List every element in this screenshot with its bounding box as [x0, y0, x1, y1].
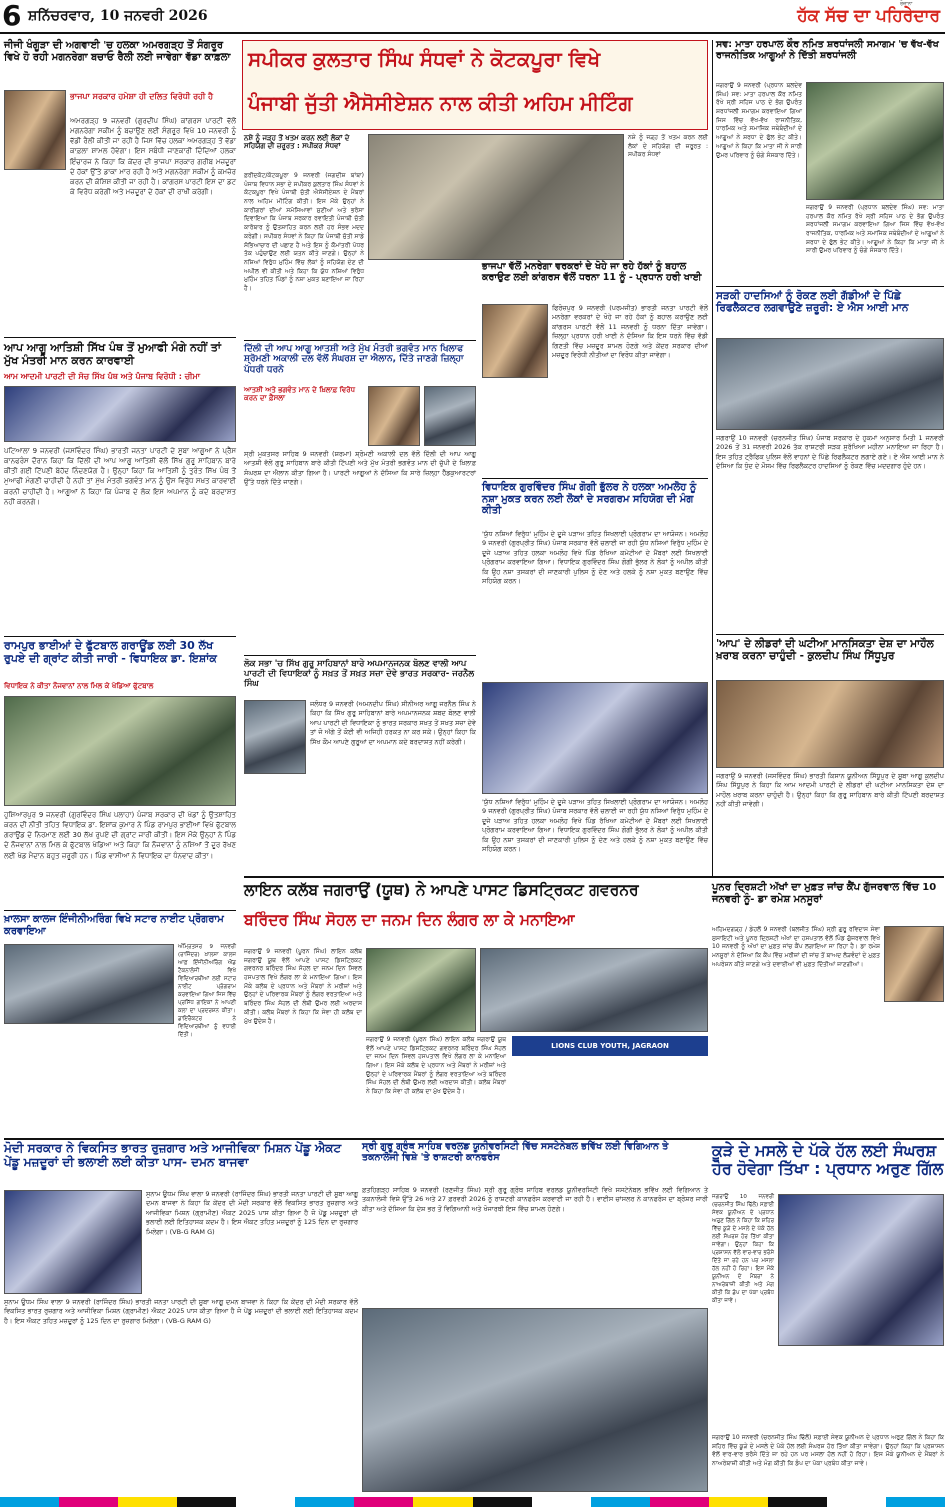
main-story-headline-line1: ਸਪੀਕਰ ਕੁਲਤਾਰ ਸਿੰਘ ਸੰਧਵਾਂ ਨੇ ਕੋਟਕਪੂਰਾ ਵਿਖੇ [248, 47, 601, 71]
protest-photo [778, 1194, 944, 1346]
aap-story-headline: ਆਪ ਆਗੂ ਆਤਿਸ਼ੀ ਸਿੱਖ ਪੰਥ ਤੋਂ ਮੁਆਫੀ ਮੰਗੇ ਨਹੀਂ ਤਾਂ ਮੁੱਖ ਮੰਤਰੀ ਮਾਨ ਕਰਨ ਕਾਰਵਾਈ [4, 341, 221, 367]
modi-story-body-cont-text: ਸੁਨਾਮ ਊਧਮ ਸਿੰਘ ਵਾਲਾ 9 ਜਨਵਰੀ (ਰਾਜਿੰਦਰ ਸਿੰਘ) ਭਾਰਤੀ ਜਨਤਾ ਪਾਰਟੀ ਦੀ ਸੂਬਾ ਆਗੂ ਦਮਨ ਬਾਜਵਾ ਨੇ ਕਿਹਾ ਕਿ ਕੇਂਦਰ ਦੀ ਮੋਦੀ ਸਰਕਾਰ ਵੱਲੋਂ ਵਿਕਸਿਤ ਭਾਰਤ ਰੁਜ਼ਗਾਰ ਅਤੇ ਆਜੀਵਿਕਾ ਮਿਸ਼ਨ (ਗ੍ਰਾਮੀਣ) ਐਕਟ 2025 ਪਾਸ ਕੀਤਾ ਗਿਆ ਹੈ ਜੋ ਪੇਂਡੂ ਮਜ਼ਦੂਰਾਂ ਦੀ ਭਲਾਈ ਲਈ ਇਤਿਹਾਸਕ ਕਦਮ ਹੈ। ਇਸ ਐਕਟ ਤਹਿਤ ਮਜ਼ਦੂਰਾਂ ਨੂੰ 125 ਦਿਨ ਦਾ ਰੁਜ਼ਗਾਰ ਮਿਲੇਗਾ। (VB-G RAM G) [4, 1298, 358, 1325]
dharna-story-body: ਸ੍ਰੀ ਮੁਕਤਸਰ ਸਾਹਿਬ 9 ਜਨਵਰੀ (ਸ਼ਰਮਾ) ਸ਼੍ਰੋਮਣੀ ਅਕਾਲੀ ਦਲ ਵੱਲੋਂ ਦਿੱਲੀ ਦੀ ਆਪ ਆਗੂ ਆਤਸ਼ੀ ਵੱਲੋਂ ਗੁਰੂ ਸਾਹਿਬਾਨ ਬਾਰੇ ਕੀਤੀ ਟਿੱਪਣੀ ਅਤੇ ਮੁੱਖ ਮੰਤਰੀ ਭਗਵੰਤ ਮਾਨ ਦੀ ਚੁੱਪੀ ਦੇ ਖ਼ਿਲਾਫ਼ ਸੰਘਰਸ਼ ਦਾ ਐਲਾਨ ਕੀਤਾ ਗਿਆ ਹੈ। ਪਾਰਟੀ ਆਗੂਆਂ ਨੇ ਦੱਸਿਆ ਕਿ ਸਾਰੇ ਜ਼ਿਲ੍ਹਾ ਹੈੱਡਕੁਆਰਟਰਾਂ ਉੱਤੇ ਧਰਨੇ ਦਿੱਤੇ ਜਾਣਗੇ। [244, 450, 476, 487]
lions-story-headline-line2: ਬਰਿੰਦਰ ਸਿੰਘ ਸੋਹਲ ਦਾ ਜਨਮ ਦਿਨ ਲੰਗਰ ਲਾ ਕੇ ਮਨਾਇਆ [244, 911, 575, 929]
shardhanjali-story-headline: ਸਵ: ਮਾਤਾ ਹਰਪਾਲ ਕੌਰ ਨਮਿਤ ਸ਼ਰਧਾਂਜਲੀ ਸਮਾਗਮ 'ਚ ਵੱਖ-ਵੱਖ ਰਾਜਨੀਤਿਕ ਆਗੂਆਂ ਨੇ ਦਿੱਤੀ ਸ਼ਰਧਾਂਜਲੀ [716, 39, 939, 61]
conference-photo [362, 1308, 708, 1492]
vidhayak-story-headline: ਵਿਧਾਇਕ ਗੁਰਵਿੰਦਰ ਸਿੰਘ ਗੋਗੀ ਭੁੱਲਰ ਨੇ ਹਲਕਾ ਅਮਲੋਹ ਨੂੰ ਨਸ਼ਾ ਮੁਕਤ ਕਰਨ ਲਈ ਲੋਕਾਂ ਦੇ ਸਰਗਰਮ ਸਹਿਯੋਗ ਦੀ ਮੰਗ ਕੀਤੀ [482, 482, 697, 516]
paper-name: ਹੱਕ ਸੱਚ ਦਾ ਪਹਿਰੇਦਾਰ [797, 6, 940, 26]
garbage-story-headline: ਕੂੜੇ ਦੇ ਮਸਲੇ ਦੇ ਪੱਕੇ ਹੱਲ ਲਈ ਸੰਘਰਸ਼ ਹੋਰ ਹੋਵੇਗਾ ਤਿੱਖਾ : ਪ੍ਰਧਾਨ ਅਰੁਣ ਗਿੱਲ [712, 1141, 944, 1179]
damman-bajwa-photo [4, 1190, 142, 1294]
loksabha-story-headline: ਲੋਕ ਸਭਾ 'ਚ ਸਿੱਖ ਗੁਰੂ ਸਾਹਿਬਾਨਾਂ ਬਾਰੇ ਅਪਮਾਨਜਨਕ ਬੋਲਣ ਵਾਲੀ ਆਪ ਪਾਰਟੀ ਦੀ ਵਿਧਾਇਕਾਂ ਨੂੰ ਸਖ਼ਤ ਤੋਂ ਸਖ਼ਤ ਸਜ਼ਾ ਦੇਵੇ ਭਾਰਤ ਸਰਕਾਰ- ਜਰਨੈਲ ਸਿੰਘ [244, 659, 475, 689]
vidhayak-story-body-cont [482, 798, 708, 872]
garbage-story-body-cont-text: ਜਗਰਾਉਂ 10 ਜਨਵਰੀ (ਚਰਨਜੀਤ ਸਿੰਘ ਢਿੱਲੋਂ) ਸਫ਼ਾਈ ਸੇਵਕ ਯੂਨੀਅਨ ਦੇ ਪ੍ਰਧਾਨ ਅਰੁਣ ਗਿੱਲ ਨੇ ਕਿਹਾ ਕਿ ਸ਼ਹਿਰ ਵਿੱਚ ਕੂੜੇ ਦੇ ਮਸਲੇ ਦੇ ਪੱਕੇ ਹੱਲ ਲਈ ਸੰਘਰਸ਼ ਹੋਰ ਤਿੱਖਾ ਕੀਤਾ ਜਾਵੇਗਾ। ਉਨ੍ਹਾਂ ਕਿਹਾ ਕਿ ਪ੍ਰਸ਼ਾਸਨ ਵੱਲੋਂ ਵਾਰ-ਵਾਰ ਭਰੋਸੇ ਦਿੱਤੇ ਜਾ ਰਹੇ ਹਨ ਪਰ ਮਸਲਾ ਹੱਲ ਨਹੀਂ ਹੋ ਰਿਹਾ। ਇਸ ਮੌਕੇ ਯੂਨੀਅਨ ਦੇ ਮੈਂਬਰਾਂ ਨੇ ਨਾਅਰੇਬਾਜ਼ੀ ਕੀਤੀ ਅਤੇ ਮੰਗ ਕੀਤੀ ਕਿ ਡੰਪ ਦਾ ਪੱਕਾ ਪ੍ਰਬੰਧ ਕੀਤਾ ਜਾਵੇ। [712, 1434, 944, 1468]
leader-photo-1 [368, 386, 420, 446]
aap-story-subhead: ਆਮ ਆਦਮੀ ਪਾਰਟੀ ਦੀ ਸੋਚ ਸਿੱਖ ਪੰਥ ਅਤੇ ਪੰਜਾਬ ਵਿਰੋਧੀ : ਚੀਮਾ [4, 372, 201, 381]
press-conference-photo [4, 386, 236, 442]
ad-story-body: ਅਮਰਗੜ੍ਹ 9 ਜਨਵਰੀ (ਗੁਰਦੀਪ ਸਿੰਘ) ਕਾਂਗਰਸ ਪਾਰਟੀ ਵੱਲੋਂ ਮਗਨਰੇਗਾ ਸਕੀਮ ਨੂੰ ਬਚਾਉਣ ਲਈ ਸੰਗਰੂਰ ਵਿਖੇ 10 ਜਨਵਰੀ ਨੂੰ ਵੱਡੀ ਰੈਲੀ ਕੀਤੀ ਜਾ ਰਹੀ ਹੈ ਜਿਸ ਵਿੱਚ ਹਲਕਾ ਅਮਰਗੜ੍ਹ ਤੋਂ ਵੱਡਾ ਕਾਫ਼ਲਾ ਸ਼ਾਮਲ ਹੋਵੇਗਾ। ਇਸ ਸਬੰਧੀ ਜਾਣਕਾਰੀ ਦਿੰਦਿਆਂ ਹਲਕਾ ਇੰਚਾਰਜ ਨੇ ਕਿਹਾ ਕਿ ਕੇਂਦਰ ਦੀ ਭਾਜਪਾ ਸਰਕਾਰ ਗਰੀਬ ਮਜ਼ਦੂਰਾਂ ਦੇ ਹੱਕਾਂ ਉੱਤੇ ਡਾਕਾ ਮਾਰ ਰਹੀ ਹੈ ਅਤੇ ਮਗਨਰੇਗਾ ਸਕੀਮ ਨੂੰ ਕਮਜ਼ੋਰ ਕਰਨ ਦੀ ਕੋਸ਼ਿਸ਼ ਕੀਤੀ ਜਾ ਰਹੀ ਹੈ। ਕਾਂਗਰਸ ਪਾਰਟੀ ਇਸ ਦਾ ਡਟ ਕੇ ਵਿਰੋਧ ਕਰੇਗੀ ਅਤੇ ਮਜ਼ਦੂਰਾਂ ਦੇ ਹੱਕਾਂ ਦੀ ਰਾਖੀ ਕਰੇਗੀ। [70, 117, 236, 196]
leader-photo-2 [424, 386, 476, 446]
football-photo [4, 696, 236, 806]
shardhanjali-story-body: ਜਗਰਾਉਂ 9 ਜਨਵਰੀ (ਪ੍ਰਧਾਨ ਬਲਦੇਵ ਸਿੰਘ) ਸਵ: ਮਾਤਾ ਹਰਪਾਲ ਕੌਰ ਨਮਿਤ ਰੱਖੇ ਸ੍ਰੀ ਸਹਿਜ ਪਾਠ ਦੇ ਭੋਗ ਉਪਰੰਤ ਸ਼ਰਧਾਂਜਲੀ ਸਮਾਗਮ ਕਰਵਾਇਆ ਗਿਆ ਜਿਸ ਵਿੱਚ ਵੱਖ-ਵੱਖ ਰਾਜਨੀਤਿਕ, ਧਾਰਮਿਕ ਅਤੇ ਸਮਾਜਿਕ ਜਥੇਬੰਦੀਆਂ ਦੇ ਆਗੂਆਂ ਨੇ ਸ਼ਰਧਾ ਦੇ ਫੁੱਲ ਭੇਟ ਕੀਤੇ। ਆਗੂਆਂ ਨੇ ਕਿਹਾ ਕਿ ਮਾਤਾ ਜੀ ਨੇ ਸਾਰੀ ਉਮਰ ਪਰਿਵਾਰ ਨੂੰ ਚੰਗੇ ਸੰਸਕਾਰ ਦਿੱਤੇ। [716, 82, 802, 159]
vidhayak-story-body-cont-text: 'ਯੁੱਧ ਨਸ਼ਿਆਂ ਵਿਰੁੱਧ' ਮੁਹਿੰਮ ਦੇ ਦੂਜੇ ਪੜਾਅ ਤਹਿਤ ਸਿਖਲਾਈ ਪ੍ਰੋਗਰਾਮ ਦਾ ਆਯੋਜਨ। ਅਮਲੋਹ 9 ਜਨਵਰੀ (ਗੁਰਪ੍ਰੀਤ ਸਿੰਘ) ਪੰਜਾਬ ਸਰਕਾਰ ਵੱਲੋਂ ਚਲਾਈ ਜਾ ਰਹੀ ਯੁੱਧ ਨਸ਼ਿਆਂ ਵਿਰੁੱਧ ਮੁਹਿੰਮ ਦੇ ਦੂਜੇ ਪੜਾਅ ਤਹਿਤ ਹਲਕਾ ਅਮਲੋਹ ਵਿਖੇ ਪਿੰਡ ਰੱਖਿਆ ਕਮੇਟੀਆਂ ਦੇ ਮੈਂਬਰਾਂ ਲਈ ਸਿਖਲਾਈ ਪ੍ਰੋਗਰਾਮ ਕਰਵਾਇਆ ਗਿਆ। ਵਿਧਾਇਕ ਗੁਰਵਿੰਦਰ ਸਿੰਘ ਗੋਗੀ ਭੁੱਲਰ ਨੇ ਲੋਕਾਂ ਨੂੰ ਅਪੀਲ ਕੀਤੀ ਕਿ ਉਹ ਨਸ਼ਾ ਤਸਕਰਾਂ ਦੀ ਜਾਣਕਾਰੀ ਪੁਲਿਸ ਨੂੰ ਦੇਣ ਅਤੇ ਹਲਕੇ ਨੂੰ ਨਸ਼ਾ ਮੁਕਤ ਬਣਾਉਣ ਵਿੱਚ ਸਹਿਯੋਗ ਕਰਨ। [482, 798, 708, 854]
divider [4, 337, 236, 338]
date-line: ਸ਼ਨਿੱਚਰਵਾਰ, 10 ਜਨਵਰੀ 2026 [28, 8, 208, 24]
road-story-body: ਜਗਰਾਉਂ 10 ਜਨਵਰੀ (ਚਰਨਜੀਤ ਸਿੰਘ) ਪੰਜਾਬ ਸਰਕਾਰ ਦੇ ਹੁਕਮਾਂ ਅਨੁਸਾਰ ਮਿਤੀ 1 ਜਨਵਰੀ 2026 ਤੋਂ 31 ਜਨਵਰੀ 2026 ਤੱਕ ਰਾਸ਼ਟਰੀ ਸੜਕ ਸੁਰੱਖਿਆ ਮਹੀਨਾ ਮਨਾਇਆ ਜਾ ਰਿਹਾ ਹੈ। ਇਸ ਤਹਿਤ ਟ੍ਰੈਫਿਕ ਪੁਲਿਸ ਵੱਲੋਂ ਵਾਹਨਾਂ ਦੇ ਪਿੱਛੇ ਰਿਫਲੈਕਟਰ ਲਗਾਏ ਗਏ। ਏ ਐਸ ਆਈ ਮਾਨ ਨੇ ਦੱਸਿਆ ਕਿ ਧੁੰਦ ਦੇ ਮੌਸਮ ਵਿੱਚ ਰਿਫਲੈਕਟਰ ਹਾਦਸਿਆਂ ਨੂੰ ਰੋਕਣ ਵਿੱਚ ਮਦਦਗਾਰ ਹੁੰਦੇ ਹਨ। [716, 434, 944, 471]
langar-photo-1 [366, 948, 476, 1032]
garbage-story-body: ਜਗਰਾਉਂ 10 ਜਨਵਰੀ (ਚਰਨਜੀਤ ਸਿੰਘ ਢਿੱਲੋਂ) ਸਫ਼ਾਈ ਸੇਵਕ ਯੂਨੀਅਨ ਦੇ ਪ੍ਰਧਾਨ ਅਰੁਣ ਗਿੱਲ ਨੇ ਕਿਹਾ ਕਿ ਸ਼ਹਿਰ ਵਿੱਚ ਕੂੜੇ ਦੇ ਮਸਲੇ ਦੇ ਪੱਕੇ ਹੱਲ ਲਈ ਸੰਘਰਸ਼ ਹੋਰ ਤਿੱਖਾ ਕੀਤਾ ਜਾਵੇਗਾ। ਉਨ੍ਹਾਂ ਕਿਹਾ ਕਿ ਪ੍ਰਸ਼ਾਸਨ ਵੱਲੋਂ ਵਾਰ-ਵਾਰ ਭਰੋਸੇ ਦਿੱਤੇ ਜਾ ਰਹੇ ਹਨ ਪਰ ਮਸਲਾ ਹੱਲ ਨਹੀਂ ਹੋ ਰਿਹਾ। ਇਸ ਮੌਕੇ ਯੂਨੀਅਨ ਦੇ ਮੈਂਬਰਾਂ ਨੇ ਨਾਅਰੇਬਾਜ਼ੀ ਕੀਤੀ ਅਤੇ ਮੰਗ ਕੀਤੀ ਕਿ ਡੰਪ ਦਾ ਪੱਕਾ ਪ੍ਰਬੰਧ ਕੀਤਾ ਜਾਵੇ। [712, 1194, 774, 1304]
kuldeep-photo [716, 680, 944, 768]
lions-story-body-cont [366, 1036, 506, 1136]
road-story-headline: ਸੜਕੀ ਹਾਦਸਿਆਂ ਨੂੰ ਰੋਕਣ ਲਈ ਗੱਡੀਆਂ ਦੇ ਪਿੱਛੇ ਰਿਫਲੈਕਟਰ ਲਗਵਾਉਣੇ ਜ਼ਰੂਰੀ: ਏ ਐਸ ਆਈ ਮਾਨ [716, 290, 909, 315]
eye-camp-body: ਅਹਿਮਦਗੜ੍ਹ / ਡੇਹਲੋਂ 9 ਜਨਵਰੀ (ਬਲਜੀਤ ਸਿੰਘ) ਸ੍ਰੀ ਗੁਰੂ ਰਵਿਦਾਸ ਸੇਵਾ ਸੁਸਾਇਟੀ ਅਤੇ ਪੂਨਰ ਦ੍ਰਿਸ਼ਟੀ ਅੱਖਾਂ ਦਾ ਹਸਪਤਾਲ ਵੱਲੋਂ ਪਿੰਡ ਗੁੱਜਰਵਾਲ ਵਿਖੇ 10 ਜਨਵਰੀ ਨੂੰ ਅੱਖਾਂ ਦਾ ਮੁਫ਼ਤ ਜਾਂਚ ਕੈਂਪ ਲਗਾਇਆ ਜਾ ਰਿਹਾ ਹੈ। ਡਾ ਰਮੇਸ਼ ਮਨਸੂਰਾਂ ਨੇ ਦੱਸਿਆ ਕਿ ਕੈਂਪ ਵਿੱਚ ਮਰੀਜ਼ਾਂ ਦੀ ਜਾਂਚ ਤੋਂ ਬਾਅਦ ਲੋੜਵੰਦਾਂ ਦੇ ਮੁਫ਼ਤ ਅਪਰੇਸ਼ਨ ਕੀਤੇ ਜਾਣਗੇ ਅਤੇ ਦਵਾਈਆਂ ਵੀ ਮੁਫ਼ਤ ਦਿੱਤੀਆਂ ਜਾਣਗੀਆਂ। [712, 926, 880, 968]
lions-story-body: ਜਗਰਾਉਂ 9 ਜਨਵਰੀ (ਪੂਰਨ ਸਿੰਘ) ਲਾਇਨ ਕਲੱਬ ਜਗਰਾਉਂ ਯੂਥ ਵੱਲੋਂ ਆਪਣੇ ਪਾਸਟ ਡਿਸਟ੍ਰਿਕਟ ਗਵਰਨਰ ਬਰਿੰਦਰ ਸਿੰਘ ਸੋਹਲ ਦਾ ਜਨਮ ਦਿਨ ਸਿਵਲ ਹਸਪਤਾਲ ਵਿਖੇ ਲੰਗਰ ਲਾ ਕੇ ਮਨਾਇਆ ਗਿਆ। ਇਸ ਮੌਕੇ ਕਲੱਬ ਦੇ ਪ੍ਰਧਾਨ ਅਤੇ ਮੈਂਬਰਾਂ ਨੇ ਮਰੀਜ਼ਾਂ ਅਤੇ ਉਨ੍ਹਾਂ ਦੇ ਪਰਿਵਾਰਕ ਮੈਂਬਰਾਂ ਨੂੰ ਲੰਗਰ ਵਰਤਾਇਆ ਅਤੇ ਬਰਿੰਦਰ ਸਿੰਘ ਸੋਹਲ ਦੀ ਲੰਬੀ ਉਮਰ ਲਈ ਅਰਦਾਸ ਕੀਤੀ। ਕਲੱਬ ਮੈਂਬਰਾਂ ਨੇ ਕਿਹਾ ਕਿ ਸੇਵਾ ਹੀ ਕਲੱਬ ਦਾ ਮੁੱਖ ਉਦੇਸ਼ ਹੈ। [244, 948, 362, 1025]
main-story-headline-line2: ਪੰਜਾਬੀ ਜੁੱਤੀ ਐਸੋਸੀਏਸ਼ਨ ਨਾਲ ਕੀਤੀ ਅਹਿਮ ਮੀਟਿੰਗ [248, 91, 633, 115]
shardhanjali-photo [806, 82, 944, 200]
ad-story-subhead: ਭਾਜਪਾ ਸਰਕਾਰ ਹਮੇਸ਼ਾ ਹੀ ਦਲਿਤ ਵਿਰੋਧੀ ਰਹੀ ਹੈ [70, 92, 214, 101]
award-photo [4, 944, 174, 1024]
column-divider [712, 40, 713, 876]
vidhayak-story-body: 'ਯੁੱਧ ਨਸ਼ਿਆਂ ਵਿਰੁੱਧ' ਮੁਹਿੰਮ ਦੇ ਦੂਜੇ ਪੜਾਅ ਤਹਿਤ ਸਿਖਲਾਈ ਪ੍ਰੋਗਰਾਮ ਦਾ ਆਯੋਜਨ। ਅਮਲੋਹ 9 ਜਨਵਰੀ (ਗੁਰਪ੍ਰੀਤ ਸਿੰਘ) ਪੰਜਾਬ ਸਰਕਾਰ ਵੱਲੋਂ ਚਲਾਈ ਜਾ ਰਹੀ ਯੁੱਧ ਨਸ਼ਿਆਂ ਵਿਰੁੱਧ ਮੁਹਿੰਮ ਦੇ ਦੂਜੇ ਪੜਾਅ ਤਹਿਤ ਹਲਕਾ ਅਮਲੋਹ ਵਿਖੇ ਪਿੰਡ ਰੱਖਿਆ ਕਮੇਟੀਆਂ ਦੇ ਮੈਂਬਰਾਂ ਲਈ ਸਿਖਲਾਈ ਪ੍ਰੋਗਰਾਮ ਕਰਵਾਇਆ ਗਿਆ। ਵਿਧਾਇਕ ਗੁਰਵਿੰਦਰ ਸਿੰਘ ਗੋਗੀ ਭੁੱਲਰ ਨੇ ਲੋਕਾਂ ਨੂੰ ਅਪੀਲ ਕੀਤੀ ਕਿ ਉਹ ਨਸ਼ਾ ਤਸਕਰਾਂ ਦੀ ਜਾਣਕਾਰੀ ਪੁਲਿਸ ਨੂੰ ਦੇਣ ਅਤੇ ਹਲਕੇ ਨੂੰ ਨਸ਼ਾ ਮੁਕਤ ਬਣਾਉਣ ਵਿੱਚ ਸਹਿਯੋਗ ਕਰਨ। [482, 530, 708, 586]
lions-story-headline-line1: ਲਾਇਨ ਕਲੱਬ ਜਗਰਾਉਂ (ਯੂਥ) ਨੇ ਆਪਣੇ ਪਾਸਟ ਡਿਸਟ੍ਰਿਕਟ ਗਵਰਨਰ [244, 881, 639, 899]
khalsa-story-headline: ਖ਼ਾਲਸਾ ਕਾਲਜ ਇੰਜੀਨੀਅਰਿੰਗ ਵਿਖੇ ਸਟਾਰ ਨਾਈਟ ਪ੍ਰੋਗਰਾਮ ਕਰਵਾਇਆ [4, 914, 224, 937]
divider [244, 340, 476, 341]
divider [244, 655, 476, 656]
shardhanjali-story-body-cont [806, 204, 944, 282]
divider [244, 876, 944, 878]
university-story-body: ਫ਼ਤਹਿਗੜ੍ਹ ਸਾਹਿਬ 9 ਜਨਵਰੀ (ਰਣਜੀਤ ਸਿੰਘ) ਸ੍ਰੀ ਗੁਰੂ ਗ੍ਰੰਥ ਸਾਹਿਬ ਵਰਲਡ ਯੂਨੀਵਰਸਿਟੀ ਵਿਖੇ ਸਸਟੇਨੇਬਲ ਭਵਿੱਖ ਲਈ ਵਿਗਿਆਨ ਤੇ ਤਕਨਾਲੋਜੀ ਵਿਸ਼ੇ ਉੱਤੇ 26 ਅਤੇ 27 ਫ਼ਰਵਰੀ 2026 ਨੂੰ ਰਾਸ਼ਟਰੀ ਕਾਨਫਰੰਸ ਕਰਵਾਈ ਜਾ ਰਹੀ ਹੈ। ਵਾਈਸ ਚਾਂਸਲਰ ਨੇ ਕਾਨਫਰੰਸ ਦਾ ਬ੍ਰੋਸ਼ਰ ਜਾਰੀ ਕੀਤਾ ਅਤੇ ਦੱਸਿਆ ਕਿ ਦੇਸ਼ ਭਰ ਤੋਂ ਵਿਗਿਆਨੀ ਅਤੇ ਖੋਜਾਰਥੀ ਇਸ ਵਿੱਚ ਸ਼ਾਮਲ ਹੋਣਗੇ। [362, 1186, 708, 1213]
divider [4, 910, 236, 911]
divider [716, 286, 944, 287]
modi-story-body: ਸੁਨਾਮ ਊਧਮ ਸਿੰਘ ਵਾਲਾ 9 ਜਨਵਰੀ (ਰਾਜਿੰਦਰ ਸਿੰਘ) ਭਾਰਤੀ ਜਨਤਾ ਪਾਰਟੀ ਦੀ ਸੂਬਾ ਆਗੂ ਦਮਨ ਬਾਜਵਾ ਨੇ ਕਿਹਾ ਕਿ ਕੇਂਦਰ ਦੀ ਮੋਦੀ ਸਰਕਾਰ ਵੱਲੋਂ ਵਿਕਸਿਤ ਭਾਰਤ ਰੁਜ਼ਗਾਰ ਅਤੇ ਆਜੀਵਿਕਾ ਮਿਸ਼ਨ (ਗ੍ਰਾਮੀਣ) ਐਕਟ 2025 ਪਾਸ ਕੀਤਾ ਗਿਆ ਹੈ ਜੋ ਪੇਂਡੂ ਮਜ਼ਦੂਰਾਂ ਦੀ ਭਲਾਈ ਲਈ ਇਤਿਹਾਸਕ ਕਦਮ ਹੈ। ਇਸ ਐਕਟ ਤਹਿਤ ਮਜ਼ਦੂਰਾਂ ਨੂੰ 125 ਦਿਨ ਦਾ ਰੁਜ਼ਗਾਰ ਮਿਲੇਗਾ। (VB-G RAM G) [146, 1190, 358, 1236]
meeting-photo [368, 134, 624, 260]
garbage-story-body-cont [712, 1434, 944, 1492]
eye-camp-headline: ਪੂਨਰ ਦ੍ਰਿਸ਼ਟੀ ਅੱਖਾਂ ਦਾ ਮੁਫ਼ਤ ਜਾਂਚ ਕੈਂਪ ਗੁੱਜਰਵਾਲ ਵਿੱਚ 10 ਜਨਵਰੀ ਨੂੰ- ਡਾ ਰਮੇਸ਼ ਮਨਸੂਰਾਂ [712, 882, 937, 905]
football-story-body: ਹੁਸ਼ਿਆਰਪੁਰ 9 ਜਨਵਰੀ (ਗੁਰਵਿੰਦਰ ਸਿੰਘ ਪਲਾਹਾ) ਪੰਜਾਬ ਸਰਕਾਰ ਦੀ ਖੇਡਾਂ ਨੂੰ ਉਤਸ਼ਾਹਿਤ ਕਰਨ ਦੀ ਨੀਤੀ ਤਹਿਤ ਵਿਧਾਇਕ ਡਾ. ਇਸ਼ਾਂਕ ਕੁਮਾਰ ਨੇ ਪਿੰਡ ਰਾਮਪੁਰ ਭਾਈਆਂ ਵਿਖੇ ਫੁੱਟਬਾਲ ਗਰਾਊਂਡ ਦੇ ਨਿਰਮਾਣ ਲਈ 30 ਲੱਖ ਰੁਪਏ ਦੀ ਗ੍ਰਾਂਟ ਜਾਰੀ ਕੀਤੀ। ਇਸ ਮੌਕੇ ਉਨ੍ਹਾਂ ਨੇ ਪਿੰਡ ਦੇ ਨੌਜਵਾਨਾਂ ਨਾਲ ਮਿਲ ਕੇ ਫੁੱਟਬਾਲ ਖੇਡਿਆ ਅਤੇ ਕਿਹਾ ਕਿ ਨੌਜਵਾਨਾਂ ਨੂੰ ਨਸ਼ਿਆਂ ਤੋਂ ਦੂਰ ਰੱਖਣ ਲਈ ਖੇਡ ਮੈਦਾਨ ਬਹੁਤ ਜ਼ਰੂਰੀ ਹਨ। ਪਿੰਡ ਵਾਸੀਆਂ ਨੇ ਵਿਧਾਇਕ ਦਾ ਧੰਨਵਾਦ ਕੀਤਾ। [4, 811, 236, 860]
hari-khai-photo [482, 304, 548, 378]
loksabha-story-body: ਜਲੰਧਰ 9 ਜਨਵਰੀ (ਅਮਨਦੀਪ ਸਿੰਘ) ਸੀਨੀਅਰ ਆਗੂ ਜਰਨੈਲ ਸਿੰਘ ਨੇ ਕਿਹਾ ਕਿ ਸਿੱਖ ਗੁਰੂ ਸਾਹਿਬਾਨਾਂ ਬਾਰੇ ਅਪਮਾਨਜਨਕ ਸ਼ਬਦ ਬੋਲਣ ਵਾਲੀ ਆਪ ਪਾਰਟੀ ਦੀ ਵਿਧਾਇਕਾ ਨੂੰ ਭਾਰਤ ਸਰਕਾਰ ਸਖ਼ਤ ਤੋਂ ਸਖ਼ਤ ਸਜ਼ਾ ਦੇਵੇ ਤਾਂ ਜੋ ਅੱਗੇ ਤੋਂ ਕੋਈ ਵੀ ਅਜਿਹੀ ਹਰਕਤ ਨਾ ਕਰ ਸਕੇ। ਉਨ੍ਹਾਂ ਕਿਹਾ ਕਿ ਸਿੱਖ ਕੌਮ ਆਪਣੇ ਗੁਰੂਆਂ ਦਾ ਅਪਮਾਨ ਕਦੇ ਬਰਦਾਸ਼ਤ ਨਹੀਂ ਕਰੇਗੀ। [310, 700, 476, 746]
divider [4, 636, 236, 637]
portrait-photo [4, 90, 66, 170]
modi-story-headline: ਮੋਦੀ ਸਰਕਾਰ ਨੇ ਵਿਕਸਿਤ ਭਾਰਤ ਰੁਜ਼ਗਾਰ ਅਤੇ ਆਜੀਵਿਕਾ ਮਿਸ਼ਨ ਪੇਂਡੂ ਐਕਟ ਪੇਂਡੂ ਮਜ਼ਦੂਰਾਂ ਦੀ ਭਲਾਈ ਲਈ ਕੀਤਾ ਪਾਸ- ਦਮਨ ਬਾਜਵਾ [4, 1141, 342, 1169]
reflector-photo [716, 338, 944, 430]
lions-story-body-cont-text: ਜਗਰਾਉਂ 9 ਜਨਵਰੀ (ਪੂਰਨ ਸਿੰਘ) ਲਾਇਨ ਕਲੱਬ ਜਗਰਾਉਂ ਯੂਥ ਵੱਲੋਂ ਆਪਣੇ ਪਾਸਟ ਡਿਸਟ੍ਰਿਕਟ ਗਵਰਨਰ ਬਰਿੰਦਰ ਸਿੰਘ ਸੋਹਲ ਦਾ ਜਨਮ ਦਿਨ ਸਿਵਲ ਹਸਪਤਾਲ ਵਿਖੇ ਲੰਗਰ ਲਾ ਕੇ ਮਨਾਇਆ ਗਿਆ। ਇਸ ਮੌਕੇ ਕਲੱਬ ਦੇ ਪ੍ਰਧਾਨ ਅਤੇ ਮੈਂਬਰਾਂ ਨੇ ਮਰੀਜ਼ਾਂ ਅਤੇ ਉਨ੍ਹਾਂ ਦੇ ਪਰਿਵਾਰਕ ਮੈਂਬਰਾਂ ਨੂੰ ਲੰਗਰ ਵਰਤਾਇਆ ਅਤੇ ਬਰਿੰਦਰ ਸਿੰਘ ਸੋਹਲ ਦੀ ਲੰਬੀ ਉਮਰ ਲਈ ਅਰਦਾਸ ਕੀਤੀ। ਕਲੱਬ ਮੈਂਬਰਾਂ ਨੇ ਕਿਹਾ ਕਿ ਸੇਵਾ ਹੀ ਕਲੱਬ ਦਾ ਮੁੱਖ ਉਦੇਸ਼ ਹੈ। [366, 1036, 506, 1096]
khalsa-story-body: ਅੰਮ੍ਰਿਤਸਰ 9 ਜਨਵਰੀ (ਰਾਜਿੰਦਰ) ਖ਼ਾਲਸਾ ਕਾਲਜ ਆਫ਼ ਇੰਜੀਨੀਅਰਿੰਗ ਐਂਡ ਟੈਕਨਾਲੋਜੀ ਵਿਖੇ ਵਿਦਿਆਰਥੀਆਂ ਲਈ ਸਟਾਰ ਨਾਈਟ ਪ੍ਰੋਗਰਾਮ ਕਰਵਾਇਆ ਗਿਆ ਜਿਸ ਵਿੱਚ ਪ੍ਰਸਿੱਧ ਗਾਇਕਾਂ ਨੇ ਆਪਣੀ ਕਲਾ ਦਾ ਪ੍ਰਦਰਸ਼ਨ ਕੀਤਾ। ਡਾਇਰੈਕਟਰ ਨੇ ਵਿਦਿਆਰਥੀਆਂ ਨੂੰ ਵਧਾਈ ਦਿੱਤੀ। [178, 944, 236, 1038]
divider [4, 1138, 944, 1140]
page-number: 6 [2, 0, 22, 32]
manrega-story-headline: ਭਾਜਪਾ ਵੱਲੋਂ ਮਨਰੇਗਾ ਵਰਕਰਾਂ ਦੇ ਖੋਹੇ ਜਾ ਰਹੇ ਹੱਕਾਂ ਨੂੰ ਬਹਾਲ ਕਰਾਉਣ ਲਈ ਕਾਂਗਰਸ ਵੱਲੋਂ ਧਰਨਾ 11 ਨੂੰ - ਪ੍ਰਧਾਨ ਹਰੀ ਖਾਈ [482, 261, 702, 283]
paper-small-label: ਰੋਜ਼ਾਨਾ [900, 1, 913, 7]
masthead [0, 0, 945, 34]
ad-story-headline: ਜੀਜੀ ਖੰਗੂੜਾ ਦੀ ਅਗਵਾਈ 'ਚ ਹਲਕਾ ਅਮਰਗੜ੍ਹ ਤੋਂ ਸੰਗਰੂਰ ਵਿਖੇ ਹੋ ਰਹੀ ਮਗਨਰੇਗਾ ਬਚਾਓ ਰੈਲੀ ਲਈ ਜਾਵੇਗਾ ਵੱਡਾ ਕਾਫ਼ਲਾ [4, 40, 231, 63]
shardhanjali-story-body-cont-text: ਜਗਰਾਉਂ 9 ਜਨਵਰੀ (ਪ੍ਰਧਾਨ ਬਲਦੇਵ ਸਿੰਘ) ਸਵ: ਮਾਤਾ ਹਰਪਾਲ ਕੌਰ ਨਮਿਤ ਰੱਖੇ ਸ੍ਰੀ ਸਹਿਜ ਪਾਠ ਦੇ ਭੋਗ ਉਪਰੰਤ ਸ਼ਰਧਾਂਜਲੀ ਸਮਾਗਮ ਕਰਵਾਇਆ ਗਿਆ ਜਿਸ ਵਿੱਚ ਵੱਖ-ਵੱਖ ਰਾਜਨੀਤਿਕ, ਧਾਰਮਿਕ ਅਤੇ ਸਮਾਜਿਕ ਜਥੇਬੰਦੀਆਂ ਦੇ ਆਗੂਆਂ ਨੇ ਸ਼ਰਧਾ ਦੇ ਫੁੱਲ ਭੇਟ ਕੀਤੇ। ਆਗੂਆਂ ਨੇ ਕਿਹਾ ਕਿ ਮਾਤਾ ਜੀ ਨੇ ਸਾਰੀ ਉਮਰ ਪਰਿਵਾਰ ਨੂੰ ਚੰਗੇ ਸੰਸਕਾਰ ਦਿੱਤੇ। [806, 204, 944, 255]
university-story-headline: ਸ੍ਰੀ ਗੁਰੂ ਗ੍ਰੰਥ ਸਾਹਿਬ ਵਰਲਡ ਯੂਨੀਵਰਸਿਟੀ ਵਿੱਚ ਸਸਟੇਨੇਬਲ ਭਵਿੱਖ ਲਈ ਵਿਗਿਆਨ ਤੇ ਤਕਨਾਲੋਜੀ ਵਿਸ਼ੇ 'ਤੇ ਰਾਸ਼ਟਰੀ ਕਾਨਫਰੰਸ [362, 1141, 669, 1163]
lions-banner [512, 1036, 708, 1056]
main-pull-quote: ਨਸ਼ੇ ਨੂੰ ਜੜ੍ਹ ਤੋਂ ਖਤਮ ਕਰਨ ਲਈ ਲੋਕਾਂ ਦੇ ਸਹਿਯੋਗ ਦੀ ਜ਼ਰੂਰਤ : ਸਪੀਕਰ ਸੰਧਵਾਂ [244, 134, 350, 151]
kuldeep-story-headline: 'ਆਪ' ਦੇ ਲੀਡਰਾਂ ਦੀ ਘਟੀਆ ਮਾਨਸਿਕਤਾ ਦੇਸ਼ ਦਾ ਮਾਹੌਲ ਖ਼ਰਾਬ ਕਰਨਾ ਚਾਹੁੰਦੀ - ਕੁਲਦੀਪ ਸਿੰਘ ਸਿੱਧੂਪੁਰ [716, 638, 934, 663]
jarnail-singh-photo [244, 700, 306, 774]
divider [716, 634, 944, 635]
dharna-story-headline: ਦਿੱਲੀ ਦੀ ਆਪ ਆਗੂ ਆਤਸ਼ੀ ਅਤੇ ਮੁੱਖ ਮੰਤਰੀ ਭਗਵੰਤ ਮਾਨ ਖਿਲਾਫ ਸ਼੍ਰੋਮਣੀ ਅਕਾਲੀ ਦਲ ਵੱਲੋਂ ਸੰਘਰਸ਼ ਦਾ ਐਲਾਨ, ਦਿੱਤੇ ਜਾਣਗੇ ਜ਼ਿਲ੍ਹਾ ਪੱਧਰੀ ਧਰਨੇ [244, 344, 464, 375]
main-story-body-cont-text: ਨਸ਼ੇ ਨੂੰ ਜੜ੍ਹ ਤੋਂ ਖਤਮ ਕਰਨ ਲਈ ਲੋਕਾਂ ਦੇ ਸਹਿਯੋਗ ਦੀ ਜ਼ਰੂਰਤ : ਸਪੀਕਰ ਸੰਧਵਾਂ [628, 134, 708, 159]
registration-bar [0, 1497, 945, 1507]
training-program-photo [482, 682, 708, 794]
langar-photo-2 [480, 948, 708, 1032]
aap-story-body: ਪਟਿਆਲਾ 9 ਜਨਵਰੀ (ਜਸਵਿੰਦਰ ਸਿੰਘ) ਭਾਰਤੀ ਜਨਤਾ ਪਾਰਟੀ ਦੇ ਸੂਬਾ ਆਗੂਆਂ ਨੇ ਪ੍ਰੈੱਸ ਕਾਨਫਰੰਸ ਦੌਰਾਨ ਕਿਹਾ ਕਿ ਦਿੱਲੀ ਦੀ ਆਪ ਆਗੂ ਆਤਿਸ਼ੀ ਵੱਲੋਂ ਸਿੱਖ ਗੁਰੂ ਸਾਹਿਬਾਨ ਬਾਰੇ ਕੀਤੀ ਗਈ ਟਿੱਪਣੀ ਬੇਹੱਦ ਨਿੰਦਣਯੋਗ ਹੈ। ਉਨ੍ਹਾਂ ਕਿਹਾ ਕਿ ਆਤਿਸ਼ੀ ਨੂੰ ਤੁਰੰਤ ਸਿੱਖ ਪੰਥ ਤੋਂ ਮੁਆਫੀ ਮੰਗਣੀ ਚਾਹੀਦੀ ਹੈ ਨਹੀਂ ਤਾਂ ਮੁੱਖ ਮੰਤਰੀ ਭਗਵੰਤ ਮਾਨ ਨੂੰ ਉਸ ਵਿਰੁੱਧ ਸਖ਼ਤ ਕਾਰਵਾਈ ਕਰਨੀ ਚਾਹੀਦੀ ਹੈ। ਆਗੂਆਂ ਨੇ ਕਿਹਾ ਕਿ ਪੰਜਾਬ ਦੇ ਲੋਕ ਇਸ ਅਪਮਾਨ ਨੂੰ ਕਦੇ ਬਰਦਾਸ਼ਤ ਨਹੀਂ ਕਰਨਗੇ। [4, 447, 236, 506]
football-story-headline: ਰਾਮਪੁਰ ਭਾਈਆਂ ਦੇ ਫੁੱਟਬਾਲ ਗਰਾਊਂਡ ਲਈ 30 ਲੱਖ ਰੁਪਏ ਦੀ ਗ੍ਰਾਂਟ ਕੀਤੀ ਜਾਰੀ - ਵਿਧਾਇਕ ਡਾ. ਇਸ਼ਾਂਕ [4, 639, 217, 665]
kuldeep-story-body: ਜਗਰਾਉਂ 9 ਜਨਵਰੀ (ਜਸਵਿੰਦਰ ਸਿੰਘ) ਭਾਰਤੀ ਕਿਸਾਨ ਯੂਨੀਅਨ ਸਿੱਧੂਪੁਰ ਦੇ ਸੂਬਾ ਆਗੂ ਕੁਲਦੀਪ ਸਿੰਘ ਸਿੱਧੂਪੁਰ ਨੇ ਕਿਹਾ ਕਿ ਆਮ ਆਦਮੀ ਪਾਰਟੀ ਦੇ ਲੀਡਰਾਂ ਦੀ ਘਟੀਆ ਮਾਨਸਿਕਤਾ ਦੇਸ਼ ਦਾ ਮਾਹੌਲ ਖ਼ਰਾਬ ਕਰਨਾ ਚਾਹੁੰਦੀ ਹੈ। ਉਨ੍ਹਾਂ ਕਿਹਾ ਕਿ ਗੁਰੂ ਸਾਹਿਬਾਨ ਬਾਰੇ ਕੀਤੀ ਟਿੱਪਣੀ ਬਰਦਾਸ਼ਤ ਨਹੀਂ ਕੀਤੀ ਜਾਵੇਗੀ। [716, 772, 944, 809]
modi-story-body-cont [4, 1298, 358, 1490]
dharna-story-subhead: ਆਤਸ਼ੀ ਅਤੇ ਭਗਵੰਤ ਮਾਨ ਦੇ ਖ਼ਿਲਾਫ਼ ਵਿਰੋਧ ਕਰਨ ਦਾ ਫ਼ੈਸਲਾ [244, 386, 356, 403]
divider [482, 478, 708, 479]
main-story-body-cont [628, 134, 708, 260]
manrega-story-body: ਫਿਰੋਜ਼ਪੁਰ 9 ਜਨਵਰੀ (ਪਰਮਜੀਤ) ਭਾਰਤੀ ਜਨਤਾ ਪਾਰਟੀ ਵੱਲੋਂ ਮਨਰੇਗਾ ਵਰਕਰਾਂ ਦੇ ਖੋਹੇ ਜਾ ਰਹੇ ਹੱਕਾਂ ਨੂੰ ਬਹਾਲ ਕਰਾਉਣ ਲਈ ਕਾਂਗਰਸ ਪਾਰਟੀ ਵੱਲੋਂ 11 ਜਨਵਰੀ ਨੂੰ ਧਰਨਾ ਦਿੱਤਾ ਜਾਵੇਗਾ। ਜ਼ਿਲ੍ਹਾ ਪ੍ਰਧਾਨ ਹਰੀ ਖਾਈ ਨੇ ਦੱਸਿਆ ਕਿ ਇਸ ਧਰਨੇ ਵਿੱਚ ਵੱਡੀ ਗਿਣਤੀ ਵਿੱਚ ਮਜ਼ਦੂਰ ਸ਼ਾਮਲ ਹੋਣਗੇ ਅਤੇ ਕੇਂਦਰ ਸਰਕਾਰ ਦੀਆਂ ਮਜ਼ਦੂਰ ਵਿਰੋਧੀ ਨੀਤੀਆਂ ਦਾ ਵਿਰੋਧ ਕੀਤਾ ਜਾਵੇਗਾ। [552, 304, 708, 360]
football-story-subhead: ਵਿਧਾਇਕ ਨੇ ਕੀਤਾ ਨੌਜਵਾਨਾਂ ਨਾਲ ਮਿਲ ਕੇ ਖੇਡਿਆ ਫੁੱਟਬਾਲ [4, 682, 154, 690]
lions-banner-text: LIONS CLUB YOUTH, JAGRAON [551, 1042, 669, 1050]
main-story-body: ਫ਼ਰੀਦਕੋਟ/ਕੋਟਕਪੂਰਾ 9 ਜਨਵਰੀ (ਜਗਦੀਸ਼ ਬਾਂਬਾ) ਪੰਜਾਬ ਵਿਧਾਨ ਸਭਾ ਦੇ ਸਪੀਕਰ ਕੁਲਤਾਰ ਸਿੰਘ ਸੰਧਵਾਂ ਨੇ ਕੋਟਕਪੂਰਾ ਵਿਖੇ ਪੰਜਾਬੀ ਜੁੱਤੀ ਐਸੋਸੀਏਸ਼ਨ ਦੇ ਮੈਂਬਰਾਂ ਨਾਲ ਅਹਿਮ ਮੀਟਿੰਗ ਕੀਤੀ। ਇਸ ਮੌਕੇ ਉਨ੍ਹਾਂ ਨੇ ਕਾਰੀਗਰਾਂ ਦੀਆਂ ਸਮੱਸਿਆਵਾਂ ਸੁਣੀਆਂ ਅਤੇ ਭਰੋਸਾ ਦਿਵਾਇਆ ਕਿ ਪੰਜਾਬ ਸਰਕਾਰ ਰਵਾਇਤੀ ਪੰਜਾਬੀ ਜੁੱਤੀ ਕਾਰੋਬਾਰ ਨੂੰ ਉਤਸ਼ਾਹਿਤ ਕਰਨ ਲਈ ਹਰ ਸੰਭਵ ਮਦਦ ਕਰੇਗੀ। ਸਪੀਕਰ ਸੰਧਵਾਂ ਨੇ ਕਿਹਾ ਕਿ ਪੰਜਾਬੀ ਜੁੱਤੀ ਸਾਡੇ ਸੱਭਿਆਚਾਰ ਦੀ ਪਛਾਣ ਹੈ ਅਤੇ ਇਸ ਨੂੰ ਕੌਮਾਂਤਰੀ ਪੱਧਰ ਤੱਕ ਪਹੁੰਚਾਉਣ ਲਈ ਯਤਨ ਕੀਤੇ ਜਾਣਗੇ। ਉਨ੍ਹਾਂ ਨੇ ਨਸ਼ਿਆਂ ਵਿਰੁੱਧ ਮੁਹਿੰਮ ਵਿੱਚ ਲੋਕਾਂ ਨੂੰ ਸਹਿਯੋਗ ਦੇਣ ਦੀ ਅਪੀਲ ਵੀ ਕੀਤੀ ਅਤੇ ਕਿਹਾ ਕਿ ਯੁੱਧ ਨਸ਼ਿਆਂ ਵਿਰੁੱਧ ਮੁਹਿੰਮ ਤਹਿਤ ਪਿੰਡਾਂ ਨੂੰ ਨਸ਼ਾ ਮੁਕਤ ਬਣਾਇਆ ਜਾ ਰਿਹਾ ਹੈ। [244, 172, 364, 292]
doctor-photo [884, 926, 944, 1002]
